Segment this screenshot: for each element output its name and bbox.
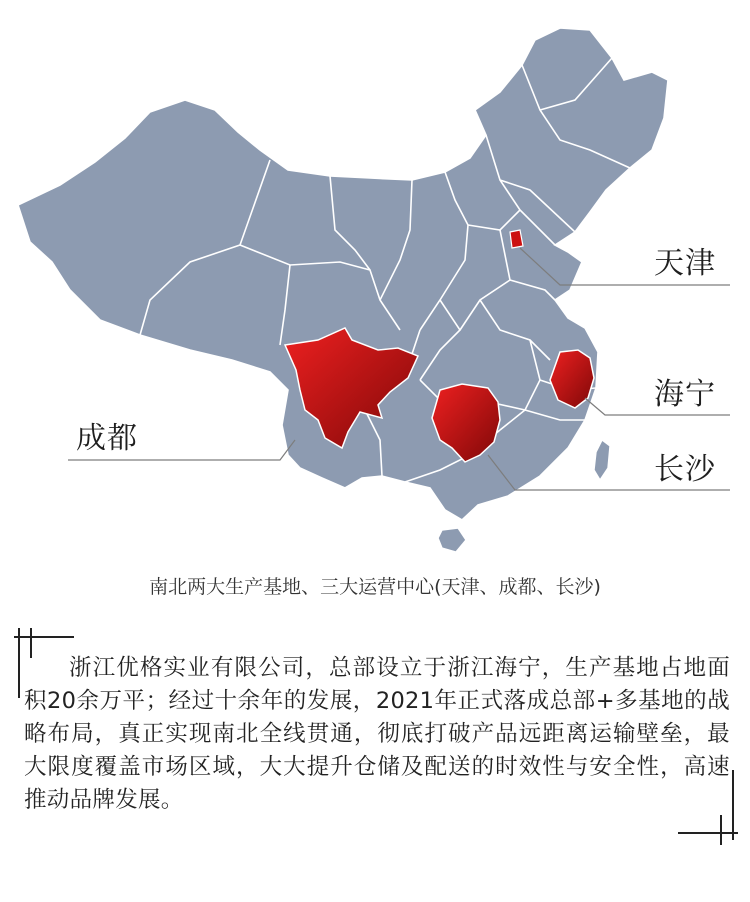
corner-line-bottom-horizontal [678,832,738,834]
corner-line-bottom-vertical [732,770,734,840]
city-label-haining: 海宁 [654,377,716,412]
corner-line-top-horizontal [14,636,74,638]
city-label-chengdu: 成都 [76,421,138,456]
city-label-tianjin: 天津 [654,246,716,281]
map-caption: 南北两大生产基地、三大运营中心(天津、成都、长沙) [149,576,601,598]
taiwan-island [594,440,610,480]
tianjin-highlight [510,230,523,248]
hainan-island [438,528,466,552]
corner-line-top-vertical [18,628,20,698]
company-intro: 浙江优格实业有限公司，总部设立于浙江海宁，生产基地占地面积20余万平；经过十余年的发展，2021年正式落成总部+多基地的战略布局，真正实现南北全线贯通，彻底打破产品远距离运输壁垒，最大限度覆盖市场区域，大大提升仓储及配送的时效性与安全性，高速推动品牌发展。 [24,655,730,813]
corner-line-bottom-vertical-2 [720,815,722,845]
city-label-changsha: 长沙 [654,452,716,487]
